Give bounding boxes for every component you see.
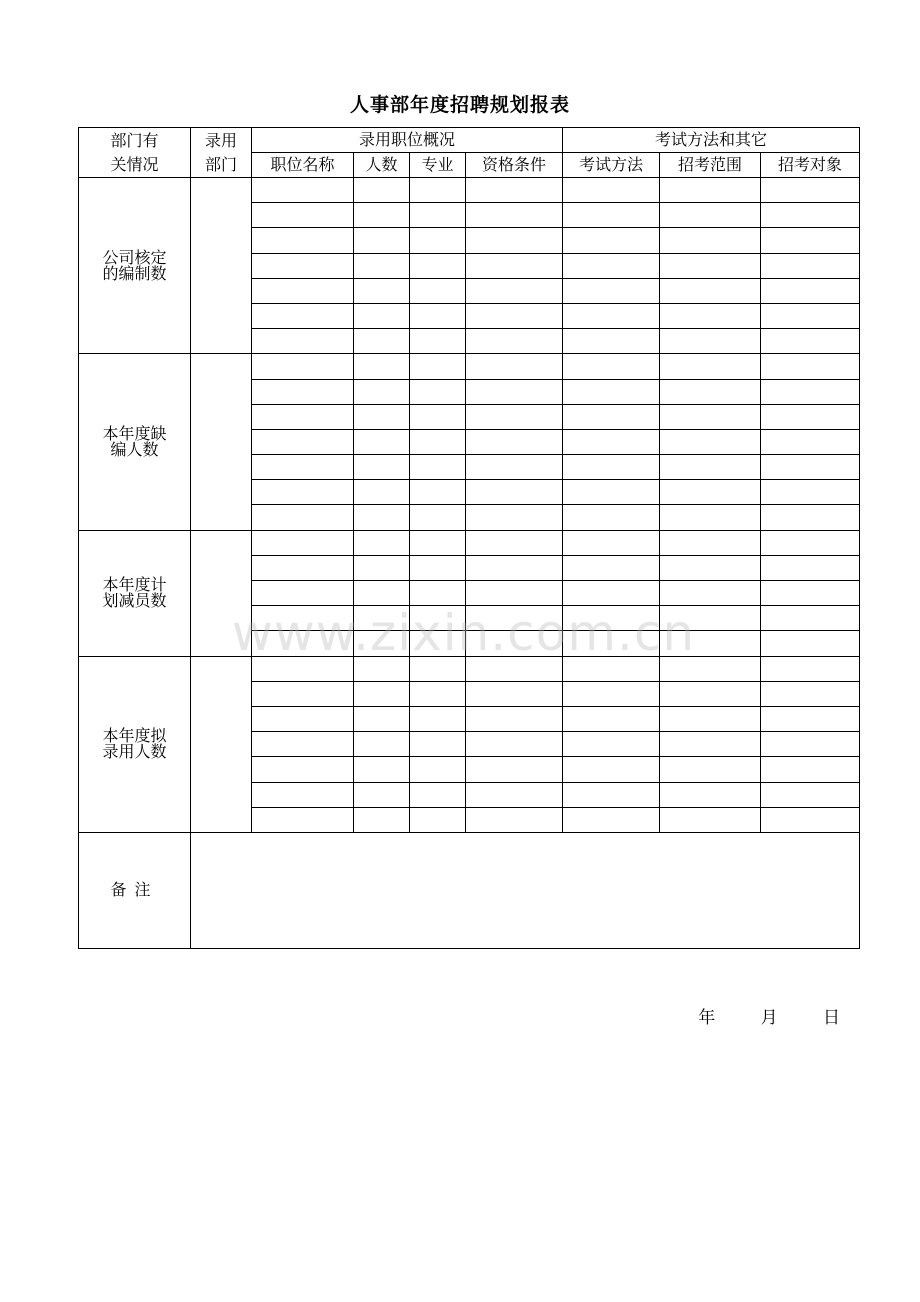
- table-cell[interactable]: [410, 581, 466, 606]
- table-cell[interactable]: [410, 807, 466, 832]
- table-cell[interactable]: [660, 404, 761, 429]
- column-header-exam-method: 考试方法: [563, 153, 660, 178]
- table-cell[interactable]: [466, 429, 563, 454]
- table-cell[interactable]: [252, 732, 354, 757]
- table-cell[interactable]: [466, 681, 563, 706]
- table-cell[interactable]: [466, 631, 563, 656]
- table-cell[interactable]: [660, 656, 761, 681]
- table-cell[interactable]: [761, 656, 860, 681]
- date-day: 日: [823, 1008, 840, 1028]
- table-cell[interactable]: [410, 656, 466, 681]
- table-cell[interactable]: [410, 354, 466, 379]
- table-cell[interactable]: [354, 228, 410, 253]
- table-cell[interactable]: [410, 178, 466, 203]
- table-cell[interactable]: [761, 253, 860, 278]
- table-cell[interactable]: [660, 329, 761, 354]
- table-cell[interactable]: [563, 505, 660, 530]
- table-cell[interactable]: [761, 429, 860, 454]
- table-cell[interactable]: [563, 757, 660, 782]
- table-cell[interactable]: [354, 757, 410, 782]
- table-cell[interactable]: [252, 757, 354, 782]
- table-cell[interactable]: [354, 455, 410, 480]
- exam-group-header: 考试方法和其它: [563, 128, 860, 153]
- section-label: [79, 530, 191, 656]
- table-row: [79, 178, 860, 203]
- table-cell[interactable]: [563, 706, 660, 731]
- table-cell[interactable]: [410, 757, 466, 782]
- table-cell[interactable]: [354, 606, 410, 631]
- table-cell[interactable]: [761, 555, 860, 580]
- sections-body: [79, 178, 860, 833]
- table-cell[interactable]: [252, 379, 354, 404]
- table-cell[interactable]: [252, 303, 354, 328]
- table-cell[interactable]: [410, 455, 466, 480]
- table-cell[interactable]: [563, 530, 660, 555]
- table-cell[interactable]: [252, 606, 354, 631]
- section-label-line: 录用人数: [102, 742, 167, 762]
- table-cell[interactable]: [466, 706, 563, 731]
- table-cell[interactable]: [354, 631, 410, 656]
- table-cell[interactable]: [410, 530, 466, 555]
- table-cell[interactable]: [410, 404, 466, 429]
- table-cell[interactable]: [410, 631, 466, 656]
- table-cell[interactable]: [563, 782, 660, 807]
- table-cell[interactable]: [563, 581, 660, 606]
- table-cell[interactable]: [660, 203, 761, 228]
- table-cell[interactable]: [660, 505, 761, 530]
- watermark: www.zixin.com.cn: [232, 604, 696, 662]
- table-cell[interactable]: [761, 480, 860, 505]
- table-cell[interactable]: [410, 429, 466, 454]
- table-cell[interactable]: [466, 505, 563, 530]
- table-cell[interactable]: [466, 253, 563, 278]
- table-cell[interactable]: [252, 178, 354, 203]
- table-cell[interactable]: [252, 782, 354, 807]
- table-cell[interactable]: [354, 278, 410, 303]
- table-cell[interactable]: [252, 530, 354, 555]
- table-cell[interactable]: [410, 706, 466, 731]
- table-cell[interactable]: [563, 253, 660, 278]
- table-cell[interactable]: [410, 732, 466, 757]
- hiring-dept-header: 录用 部门: [191, 128, 252, 178]
- table-cell[interactable]: [354, 404, 410, 429]
- table-cell[interactable]: [252, 656, 354, 681]
- table-cell[interactable]: [252, 631, 354, 656]
- table-cell[interactable]: [466, 555, 563, 580]
- table-cell[interactable]: [252, 278, 354, 303]
- table-cell[interactable]: [410, 681, 466, 706]
- table-cell[interactable]: [761, 732, 860, 757]
- table-cell[interactable]: [410, 203, 466, 228]
- table-cell[interactable]: [660, 706, 761, 731]
- table-cell[interactable]: [563, 480, 660, 505]
- table-cell[interactable]: [354, 480, 410, 505]
- table-cell[interactable]: [354, 807, 410, 832]
- table-cell[interactable]: [761, 303, 860, 328]
- table-cell[interactable]: [410, 303, 466, 328]
- table-cell[interactable]: [410, 782, 466, 807]
- table-cell[interactable]: [660, 732, 761, 757]
- table-cell[interactable]: [660, 379, 761, 404]
- table-cell[interactable]: [660, 530, 761, 555]
- table-cell[interactable]: [354, 732, 410, 757]
- table-cell[interactable]: [354, 530, 410, 555]
- table-cell[interactable]: [761, 505, 860, 530]
- table-cell[interactable]: [354, 706, 410, 731]
- table-cell[interactable]: [354, 329, 410, 354]
- table-cell[interactable]: [466, 404, 563, 429]
- date-line: [676, 1003, 840, 1028]
- table-cell[interactable]: [761, 757, 860, 782]
- table-row: [79, 656, 860, 681]
- section-label-line: 的编制数: [102, 263, 167, 283]
- table-row: [79, 530, 860, 555]
- date-month: 月: [760, 1008, 778, 1028]
- table-cell[interactable]: [660, 631, 761, 656]
- table-cell[interactable]: [466, 530, 563, 555]
- table-cell[interactable]: [252, 505, 354, 530]
- table-cell[interactable]: [660, 782, 761, 807]
- table-cell[interactable]: [354, 656, 410, 681]
- table-cell[interactable]: [563, 278, 660, 303]
- table-cell[interactable]: [252, 480, 354, 505]
- table-cell[interactable]: [252, 706, 354, 731]
- remarks-label: 备注: [79, 832, 191, 948]
- table-cell[interactable]: [410, 555, 466, 580]
- table-cell[interactable]: [252, 429, 354, 454]
- table-cell[interactable]: [354, 581, 410, 606]
- table-cell[interactable]: [466, 656, 563, 681]
- table-cell[interactable]: [563, 354, 660, 379]
- hiring-dept-cell[interactable]: [191, 530, 252, 656]
- table-cell[interactable]: [563, 455, 660, 480]
- table-cell[interactable]: [252, 404, 354, 429]
- table-cell[interactable]: [563, 631, 660, 656]
- table-cell[interactable]: [761, 631, 860, 656]
- table-cell[interactable]: [761, 178, 860, 203]
- table-cell[interactable]: [660, 807, 761, 832]
- column-header-recruit-scope: 招考范围: [660, 153, 761, 178]
- table-cell[interactable]: [563, 203, 660, 228]
- date-year: 年: [698, 1008, 716, 1028]
- table-cell[interactable]: [761, 681, 860, 706]
- table-cell[interactable]: [563, 178, 660, 203]
- table-cell[interactable]: [563, 681, 660, 706]
- section-label-line: 本年度计: [102, 575, 167, 595]
- table-cell[interactable]: [563, 732, 660, 757]
- table-cell[interactable]: [660, 555, 761, 580]
- table-cell[interactable]: [660, 228, 761, 253]
- table-cell[interactable]: [354, 505, 410, 530]
- table-cell[interactable]: [354, 203, 410, 228]
- table-cell[interactable]: [466, 354, 563, 379]
- table-cell[interactable]: [660, 581, 761, 606]
- column-header-qualifications: 资格条件: [466, 153, 563, 178]
- table-cell[interactable]: [252, 581, 354, 606]
- remarks-field[interactable]: [191, 832, 860, 948]
- table-cell[interactable]: [466, 303, 563, 328]
- section-label-line: 编人数: [110, 439, 159, 459]
- table-cell[interactable]: [660, 606, 761, 631]
- table-cell[interactable]: [466, 228, 563, 253]
- table-cell[interactable]: [761, 807, 860, 832]
- table-cell[interactable]: [410, 253, 466, 278]
- table-cell[interactable]: [660, 429, 761, 454]
- table-cell[interactable]: [761, 455, 860, 480]
- table-cell[interactable]: [660, 757, 761, 782]
- table-cell[interactable]: [761, 278, 860, 303]
- table-cell[interactable]: [466, 606, 563, 631]
- table-cell[interactable]: [354, 253, 410, 278]
- table-cell[interactable]: [252, 681, 354, 706]
- table-cell[interactable]: [466, 757, 563, 782]
- table-cell[interactable]: [410, 505, 466, 530]
- table-cell[interactable]: [761, 404, 860, 429]
- table-cell[interactable]: [410, 228, 466, 253]
- table-cell[interactable]: [466, 480, 563, 505]
- table-cell[interactable]: [466, 807, 563, 832]
- table-cell[interactable]: [761, 706, 860, 731]
- section-label: [79, 354, 191, 530]
- column-header-headcount: 人数: [354, 153, 410, 178]
- table-cell[interactable]: [410, 606, 466, 631]
- table-cell[interactable]: [354, 354, 410, 379]
- section-label-line: 公司核定: [102, 247, 167, 267]
- table-cell[interactable]: [466, 329, 563, 354]
- table-cell[interactable]: [563, 303, 660, 328]
- table-cell[interactable]: [252, 354, 354, 379]
- table-cell[interactable]: [761, 606, 860, 631]
- page-title: 人事部年度招聘规划报表: [349, 94, 570, 116]
- table-cell[interactable]: [660, 303, 761, 328]
- table-cell[interactable]: [466, 732, 563, 757]
- table-cell[interactable]: [761, 203, 860, 228]
- table-cell[interactable]: [354, 782, 410, 807]
- table-row: [79, 354, 860, 379]
- section-label: [79, 178, 191, 354]
- section-label-line: 本年度拟: [102, 726, 167, 746]
- table-cell[interactable]: [660, 681, 761, 706]
- section-label-line: 本年度缺: [102, 423, 167, 443]
- table-cell[interactable]: [466, 379, 563, 404]
- table-cell[interactable]: [466, 581, 563, 606]
- table-cell[interactable]: [660, 455, 761, 480]
- section-label-line: 划减员数: [102, 591, 167, 611]
- column-header-position-name: 职位名称: [252, 153, 354, 178]
- section-label: [79, 656, 191, 832]
- table-cell[interactable]: [252, 203, 354, 228]
- table-cell[interactable]: [252, 455, 354, 480]
- table-cell[interactable]: [410, 278, 466, 303]
- hiring-dept-cell[interactable]: [191, 354, 252, 530]
- column-header-recruit-target: 招考对象: [761, 153, 860, 178]
- table-cell[interactable]: [761, 329, 860, 354]
- table-cell[interactable]: [252, 555, 354, 580]
- hiring-dept-cell[interactable]: [191, 656, 252, 832]
- table-cell[interactable]: [466, 203, 563, 228]
- table-cell[interactable]: [660, 178, 761, 203]
- table-cell[interactable]: [252, 228, 354, 253]
- table-cell[interactable]: [354, 555, 410, 580]
- table-cell[interactable]: [761, 782, 860, 807]
- table-cell[interactable]: [660, 278, 761, 303]
- table-cell[interactable]: [252, 807, 354, 832]
- table-cell[interactable]: [466, 178, 563, 203]
- table-cell[interactable]: [563, 404, 660, 429]
- table-cell[interactable]: [761, 228, 860, 253]
- table-cell[interactable]: [761, 379, 860, 404]
- table-cell[interactable]: [563, 228, 660, 253]
- table-cell[interactable]: [660, 480, 761, 505]
- table-cell[interactable]: [466, 278, 563, 303]
- table-cell[interactable]: [761, 354, 860, 379]
- table-cell[interactable]: [466, 455, 563, 480]
- table-cell[interactable]: [761, 530, 860, 555]
- table-cell[interactable]: [252, 329, 354, 354]
- table-cell[interactable]: [354, 429, 410, 454]
- table-cell[interactable]: [354, 178, 410, 203]
- table-cell[interactable]: [354, 379, 410, 404]
- table-cell[interactable]: [563, 555, 660, 580]
- position-group-header: 录用职位概况: [252, 128, 563, 153]
- column-header-major: 专业: [410, 153, 466, 178]
- table-cell[interactable]: [563, 379, 660, 404]
- table-cell[interactable]: [466, 782, 563, 807]
- table-cell[interactable]: [660, 354, 761, 379]
- table-cell[interactable]: [563, 329, 660, 354]
- table-cell[interactable]: [761, 581, 860, 606]
- hiring-dept-cell[interactable]: [191, 178, 252, 354]
- table-cell[interactable]: [410, 480, 466, 505]
- table-cell[interactable]: [563, 656, 660, 681]
- table-cell[interactable]: [252, 253, 354, 278]
- table-cell[interactable]: [410, 379, 466, 404]
- table-cell[interactable]: [354, 681, 410, 706]
- table-cell[interactable]: [660, 253, 761, 278]
- dept-info-header: 部门有 关情况: [79, 128, 191, 178]
- table-cell[interactable]: [563, 429, 660, 454]
- table-cell[interactable]: [563, 807, 660, 832]
- table-cell[interactable]: [410, 329, 466, 354]
- table-cell[interactable]: [563, 606, 660, 631]
- table-cell[interactable]: [354, 303, 410, 328]
- recruitment-plan-table: [78, 127, 860, 949]
